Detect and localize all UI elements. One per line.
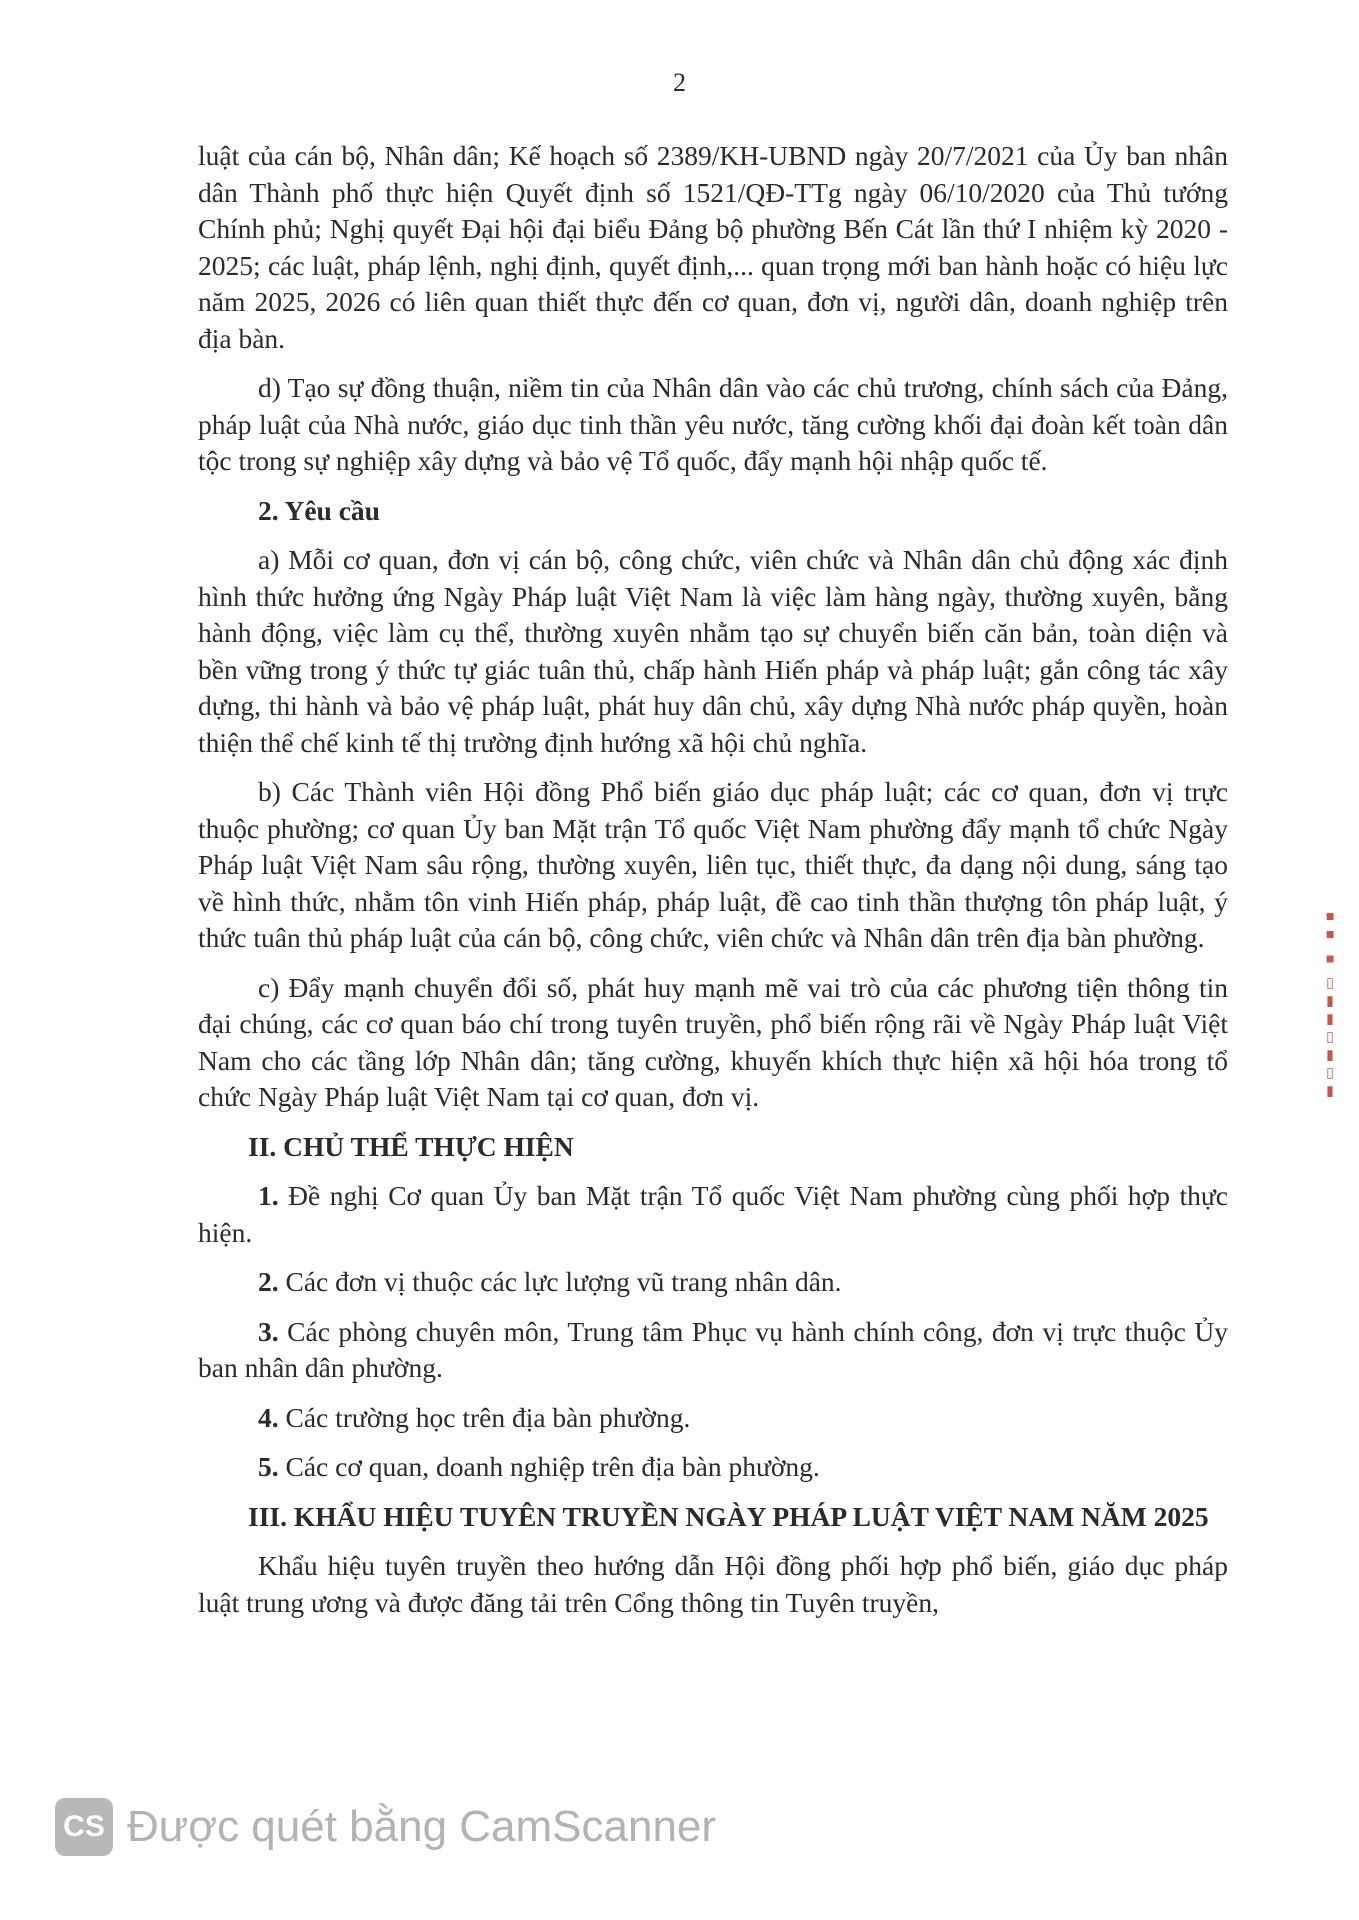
section-heading-khau-hieu: III. KHẨU HIỆU TUYÊN TRUYỀN NGÀY PHÁP LUẬT VIỆT NAM NĂM 2025: [248, 1500, 1209, 1532]
paragraph-b: b) Các Thành viên Hội đồng Phổ biến giáo dục pháp luật; các cơ quan, đơn vị trực thuộc phường; cơ quan Ủy ban Mặt trận Tổ quốc Việt Nam phường đẩy mạnh tổ chức Ngày Pháp luật Việt Nam sâu rộng, thường xuyên, liên tục, thiết thực, đa dạng nội dung, sáng tạo về hình thức, nhằm tôn vinh Hiến pháp, pháp luật, đề cao tinh thần thượng tôn pháp luật, ý thức tuân thủ pháp luật của cán bộ, công chức, viên chức và Nhân dân trên địa bàn phường.: [198, 776, 1228, 953]
list-text-5: Các cơ quan, doanh nghiệp trên địa bàn phường.: [278, 1451, 820, 1482]
list-item-3: [198, 1314, 1228, 1387]
list-item-1: [198, 1178, 1228, 1251]
list-text-1: Đề nghị Cơ quan Ủy ban Mặt trận Tổ quốc Việt Nam phường cùng phối hợp thực hiện.: [198, 1180, 1228, 1248]
list-number-2: 2.: [258, 1266, 279, 1297]
list-item-4: [198, 1400, 1228, 1437]
section-heading-yeu-cau: 2. Yêu cầu: [258, 494, 380, 526]
margin-stamp-mark: ▮▯▮▯▮▮▯ ▪ ▪▪: [1322, 907, 1338, 1100]
paragraph-d: d) Tạo sự đồng thuận, niềm tin của Nhân dân vào các chủ trương, chính sách của Đảng, pháp luật của Nhà nước, giáo dục tinh thần yêu nước, tăng cường khối đại đoàn kết toàn dân tộc trong sự nghiệp xây dựng và bảo vệ Tổ quốc, đẩy mạnh hội nhập quốc tế.: [198, 372, 1228, 476]
watermark-text: Được quét bằng CamScanner: [127, 1802, 717, 1851]
list-number-5: 5.: [258, 1451, 279, 1482]
camscanner-watermark: [55, 1798, 716, 1856]
paragraph-c: c) Đẩy mạnh chuyển đổi số, phát huy mạnh mẽ vai trò của các phương tiện thông tin đại chúng, các cơ quan báo chí trong tuyên truyền, phổ biến rộng rãi về Ngày Pháp luật Việt Nam cho các tầng lớp Nhân dân; tăng cường, khuyến khích thực hiện xã hội hóa trong tổ chức Ngày Pháp luật Việt Nam tại cơ quan, đơn vị.: [198, 971, 1228, 1112]
list-item-2: [198, 1264, 1228, 1301]
camscanner-logo-icon: CS: [55, 1798, 113, 1856]
paragraph-continuation: luật của cán bộ, Nhân dân; Kế hoạch số 2389/KH-UBND ngày 20/7/2021 của Ủy ban nhân dân Thành phố thực hiện Quyết định số 1521/QĐ-TTg ngày 06/10/2020 của Thủ tướng Chính phủ; Nghị quyết Đại hội đại biểu Đảng bộ phường Bến Cát lần thứ I nhiệm kỳ 2020 - 2025; các luật, pháp lệnh, nghị định, quyết định,... quan trọng mới ban hành hoặc có hiệu lực năm 2025, 2026 có liên quan thiết thực đến cơ quan, đơn vị, người dân, doanh nghiệp trên địa bàn.: [198, 140, 1228, 354]
list-number-1: 1.: [258, 1180, 279, 1211]
list-text-4: Các trường học trên địa bàn phường.: [278, 1401, 691, 1433]
list-item-5: [198, 1449, 1228, 1486]
section-heading-chu-the: II. CHỦ THỂ THỰC HIỆN: [248, 1130, 574, 1162]
document-body: [198, 138, 1228, 1634]
paragraph-khau-hieu: Khẩu hiệu tuyên truyền theo hướng dẫn Hội đồng phối hợp phổ biến, giáo dục pháp luật trung ương và được đăng tải trên Cổng thông tin Tuyên truyền,: [198, 1550, 1228, 1618]
page-number: 2: [673, 68, 686, 97]
list-number-3: 3.: [258, 1315, 279, 1347]
list-number-4: 4.: [258, 1401, 279, 1433]
list-text-3: Các phòng chuyên môn, Trung tâm Phục vụ hành chính công, đơn vị trực thuộc Ủy ban nhân dân phường.: [198, 1315, 1228, 1383]
paragraph-a: a) Mỗi cơ quan, đơn vị cán bộ, công chức, viên chức và Nhân dân chủ động xác định hình thức hưởng ứng Ngày Pháp luật Việt Nam là việc làm hàng ngày, thường xuyên, bằng hành động, việc làm cụ thể, thường xuyên nhằm tạo sự chuyển biến căn bản, toàn diện và bền vững trong ý thức tự giác tuân thủ, chấp hành Hiến pháp và pháp luật; gắn công tác xây dựng, thi hành và bảo vệ pháp luật, phát huy dân chủ, xây dựng Nhà nước pháp quyền, hoàn thiện thể chế kinh tế thị trường định hướng xã hội chủ nghĩa.: [198, 544, 1228, 758]
list-text-2: Các đơn vị thuộc các lực lượng vũ trang nhân dân.: [278, 1266, 842, 1297]
